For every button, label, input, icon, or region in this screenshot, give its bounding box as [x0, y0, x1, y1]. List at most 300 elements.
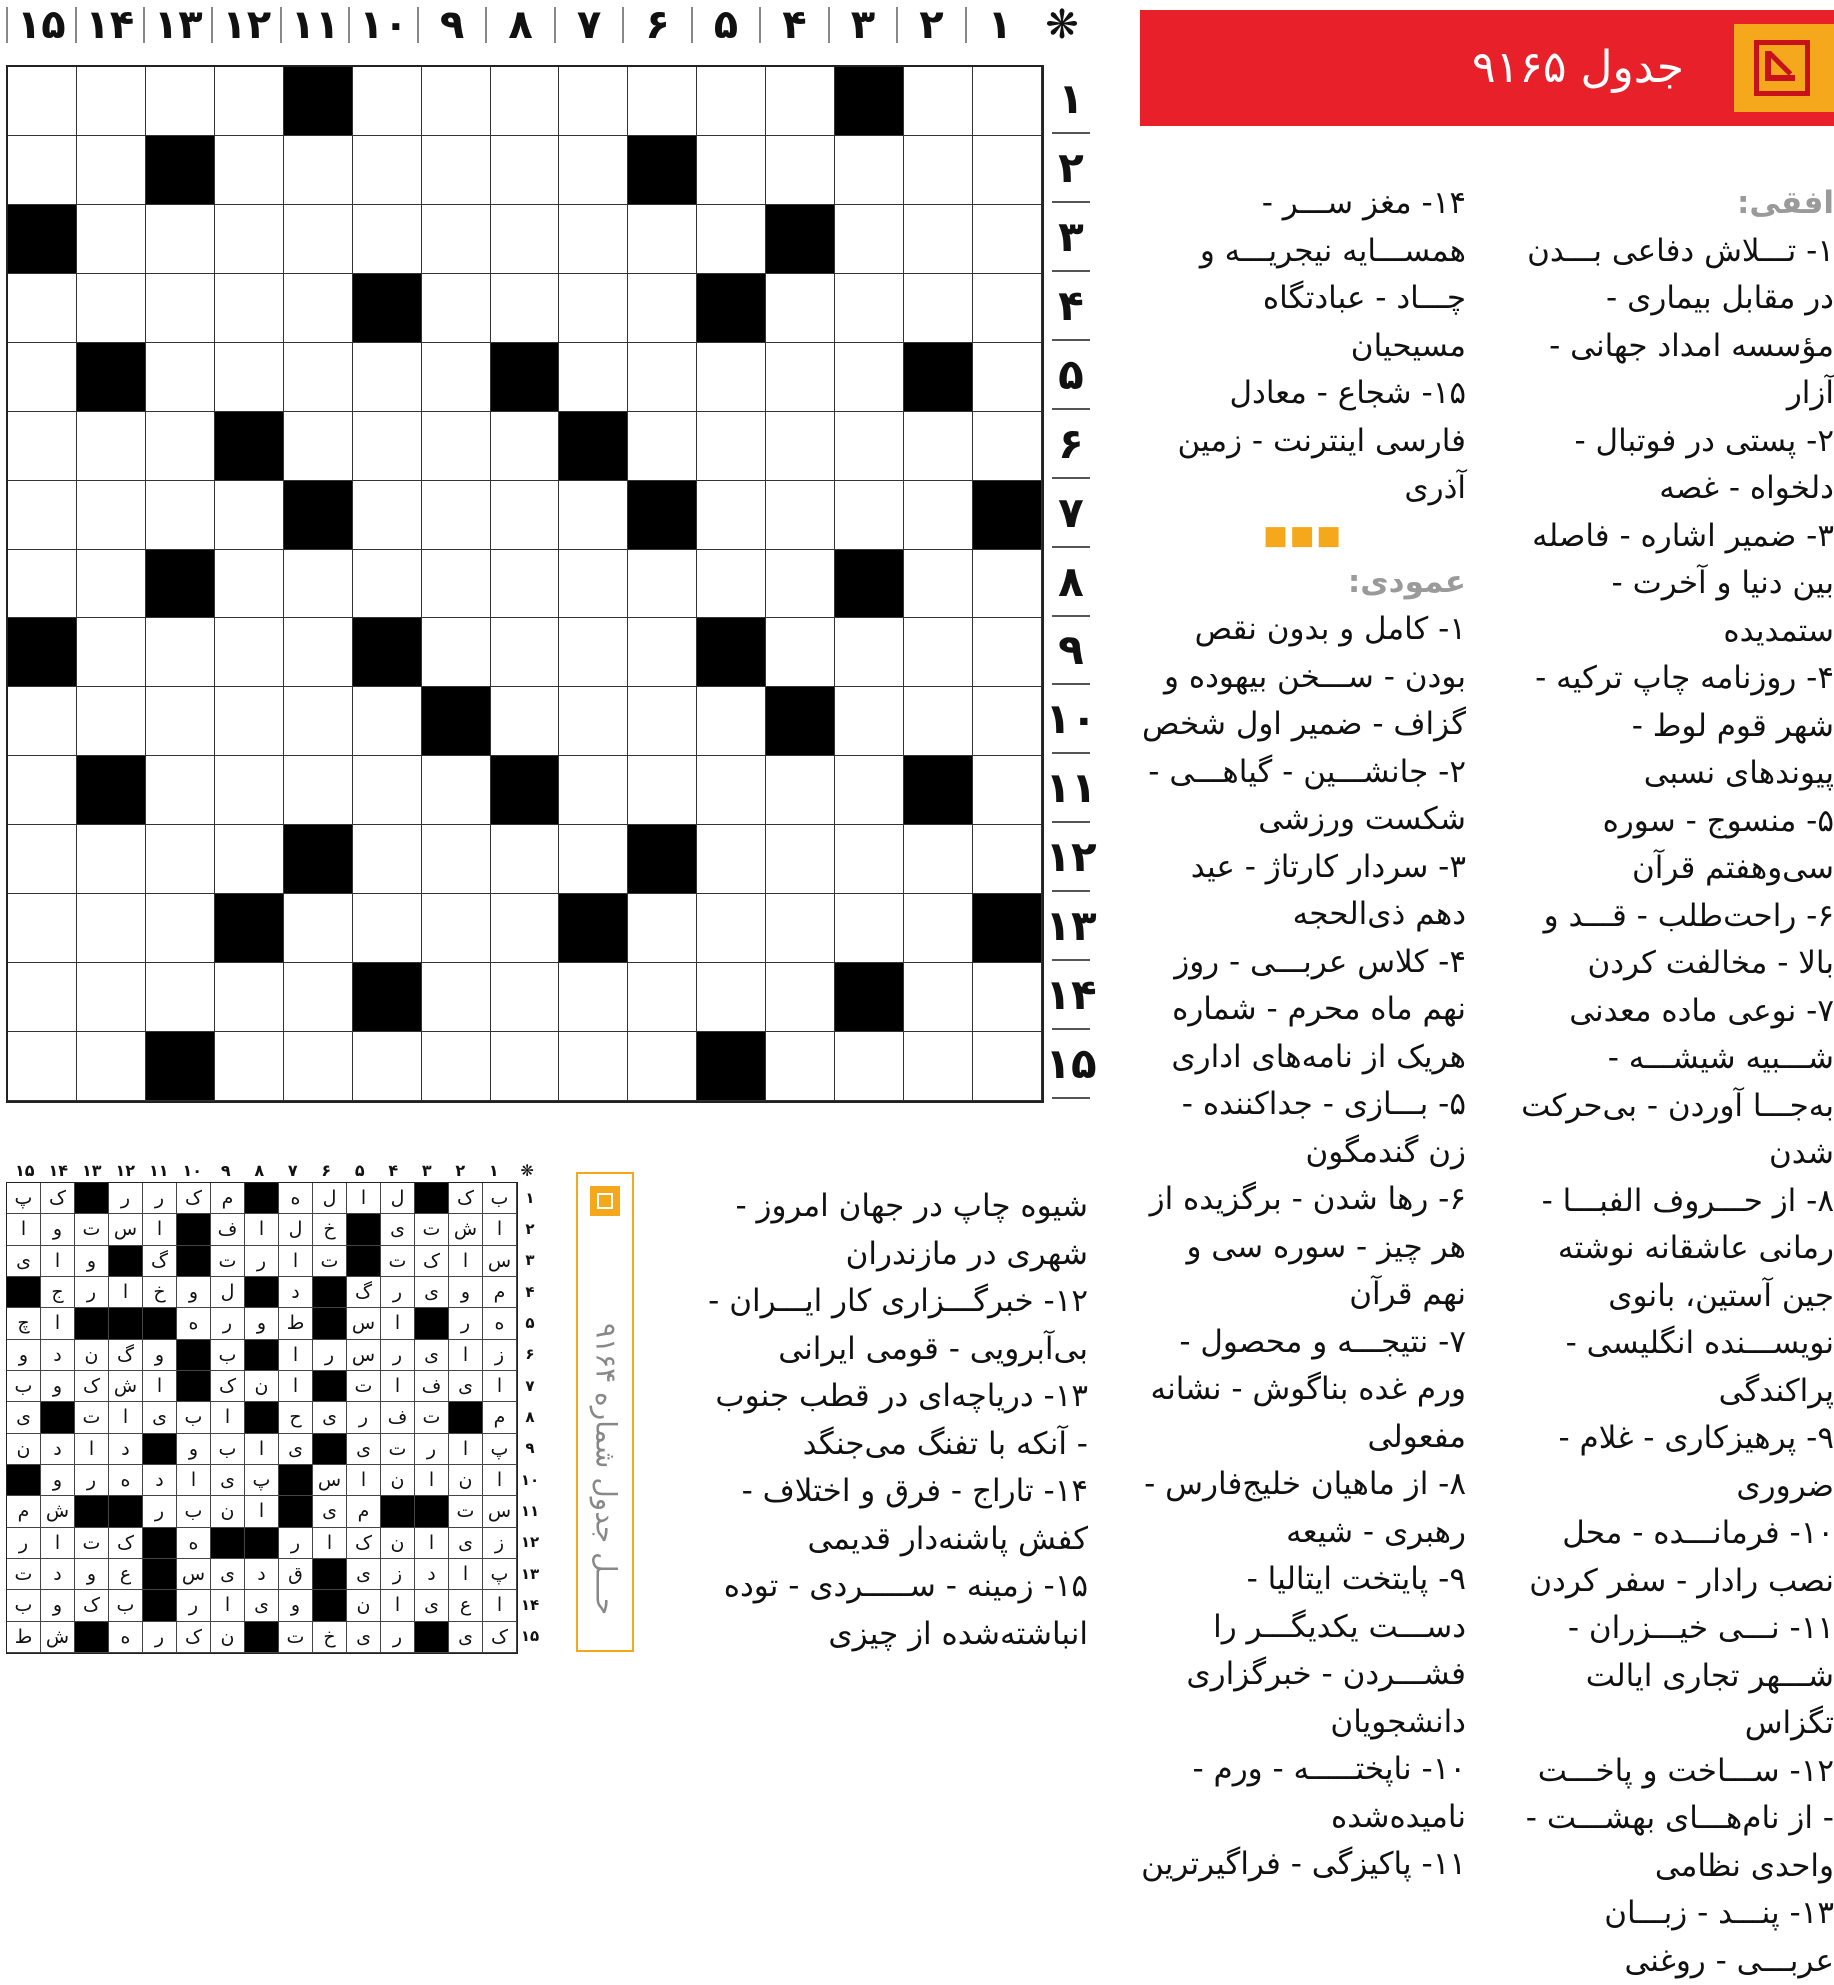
black-cell	[353, 618, 422, 687]
black-cell	[422, 687, 491, 756]
grid-cell[interactable]	[215, 1032, 284, 1101]
grid-cell[interactable]	[904, 550, 973, 619]
grid-cell[interactable]	[422, 963, 491, 1032]
grid-cell[interactable]	[146, 343, 215, 412]
solution-cell: گ	[347, 1277, 381, 1308]
grid-cell[interactable]	[77, 687, 146, 756]
grid-cell[interactable]	[697, 67, 766, 136]
grid-cell[interactable]	[628, 67, 697, 136]
solution-cell: ت	[7, 1559, 41, 1590]
grid-cell[interactable]	[904, 894, 973, 963]
solution-black-cell	[75, 1183, 109, 1214]
solution-cell: گ	[143, 1246, 177, 1277]
grid-cell[interactable]	[628, 618, 697, 687]
grid-cell[interactable]	[8, 963, 77, 1032]
grid-cell[interactable]	[8, 136, 77, 205]
grid-cell[interactable]	[353, 412, 422, 481]
grid-cell[interactable]	[353, 687, 422, 756]
grid-cell[interactable]	[766, 136, 835, 205]
solution-cell: ت	[279, 1622, 313, 1653]
grid-cell[interactable]	[491, 67, 560, 136]
grid-cell[interactable]	[491, 1032, 560, 1101]
grid-cell[interactable]	[973, 825, 1042, 894]
solution-cell: ف	[415, 1371, 449, 1402]
grid-cell[interactable]	[215, 825, 284, 894]
grid-cell[interactable]	[628, 963, 697, 1032]
solution-cell: ی	[381, 1214, 415, 1245]
solution-column-number: ۴	[388, 1161, 399, 1180]
black-cell	[766, 687, 835, 756]
grid-cell[interactable]	[77, 618, 146, 687]
grid-cell[interactable]	[146, 481, 215, 550]
solution-column-number: ۱۲	[115, 1161, 136, 1180]
black-cell	[77, 343, 146, 412]
grid-cell[interactable]	[766, 756, 835, 825]
solution-black-cell	[75, 1308, 109, 1339]
grid-cell[interactable]	[766, 550, 835, 619]
grid-cell[interactable]	[215, 274, 284, 343]
solution-cell: د	[245, 1559, 279, 1590]
grid-cell[interactable]	[628, 412, 697, 481]
grid-cell[interactable]	[422, 756, 491, 825]
grid-cell[interactable]	[904, 481, 973, 550]
solution-cell: ی	[211, 1465, 245, 1496]
grid-cell[interactable]	[904, 687, 973, 756]
grid-cell[interactable]	[766, 67, 835, 136]
grid-cell[interactable]	[766, 894, 835, 963]
grid-cell[interactable]	[628, 894, 697, 963]
solution-cell: س	[177, 1559, 211, 1590]
grid-cell[interactable]	[8, 825, 77, 894]
grid-cell[interactable]	[973, 205, 1042, 274]
grid-cell[interactable]	[904, 825, 973, 894]
solution-cell: د	[109, 1434, 143, 1465]
solution-cell: ه	[109, 1622, 143, 1653]
grid-cell[interactable]	[215, 481, 284, 550]
solution-cell: ش	[41, 1496, 75, 1527]
grid-cell[interactable]	[422, 894, 491, 963]
grid-cell[interactable]	[904, 67, 973, 136]
grid-cell[interactable]	[697, 825, 766, 894]
grid-cell[interactable]	[284, 756, 353, 825]
grid-cell[interactable]	[835, 136, 904, 205]
grid-cell[interactable]	[77, 274, 146, 343]
grid-cell[interactable]	[215, 756, 284, 825]
solution-cell: س	[483, 1246, 517, 1277]
grid-cell[interactable]	[973, 963, 1042, 1032]
grid-cell[interactable]	[559, 1032, 628, 1101]
solution-black-cell	[245, 1528, 279, 1559]
grid-cell[interactable]	[146, 412, 215, 481]
grid-cell[interactable]	[146, 618, 215, 687]
grid-cell[interactable]	[491, 274, 560, 343]
grid-cell[interactable]	[835, 412, 904, 481]
black-cell	[8, 618, 77, 687]
solution-black-cell	[381, 1496, 415, 1527]
down-clue: ۱۵- زمینه - ســـــردی - توده انباشته‌شده از چیزی	[723, 1568, 1088, 1652]
grid-cell[interactable]	[835, 618, 904, 687]
solution-cell: ا	[483, 1465, 517, 1496]
solution-cell: ک	[211, 1371, 245, 1402]
solution-cell: ن	[245, 1371, 279, 1402]
grid-cell[interactable]	[628, 205, 697, 274]
grid-cell[interactable]	[559, 618, 628, 687]
grid-cell[interactable]	[628, 756, 697, 825]
grid-cell[interactable]	[697, 205, 766, 274]
black-cell	[559, 894, 628, 963]
grid-cell[interactable]	[77, 550, 146, 619]
grid-cell[interactable]	[973, 618, 1042, 687]
solution-black-cell	[7, 1465, 41, 1496]
grid-cell[interactable]	[628, 550, 697, 619]
grid-cell[interactable]	[77, 481, 146, 550]
grid-cell[interactable]	[146, 687, 215, 756]
grid-cell[interactable]	[628, 1032, 697, 1101]
grid-cell[interactable]	[904, 618, 973, 687]
solution-cell: و	[245, 1308, 279, 1339]
solution-cell: و	[449, 1277, 483, 1308]
grid-cell[interactable]	[559, 963, 628, 1032]
grid-cell[interactable]	[835, 825, 904, 894]
black-cell	[697, 618, 766, 687]
solution-cell: ا	[279, 1371, 313, 1402]
solution-cell: ن	[211, 1496, 245, 1527]
solution-black-cell	[245, 1183, 279, 1214]
down-clue: ۶- رها شدن - برگزیده از هر چیز - سوره سی و نهم قرآن	[1149, 1181, 1466, 1312]
down-clue: ۳- سردار کارتاژ - عید دهم ذی‌الحجه	[1190, 848, 1466, 932]
grid-cell[interactable]	[215, 136, 284, 205]
solution-cell: س	[347, 1340, 381, 1371]
grid-cell[interactable]	[422, 343, 491, 412]
grid-cell[interactable]	[491, 687, 560, 756]
grid-cell[interactable]	[8, 550, 77, 619]
grid-cell[interactable]	[628, 687, 697, 756]
grid-cell[interactable]	[215, 67, 284, 136]
grid-cell[interactable]	[284, 136, 353, 205]
solution-cell: ی	[7, 1402, 41, 1433]
grid-cell[interactable]	[491, 618, 560, 687]
grid-cell[interactable]	[904, 274, 973, 343]
grid-cell[interactable]	[904, 412, 973, 481]
solution-cell: ی	[415, 1277, 449, 1308]
grid-cell[interactable]	[491, 205, 560, 274]
grid-cell[interactable]	[491, 412, 560, 481]
grid-cell[interactable]	[284, 343, 353, 412]
solution-cell: ب	[7, 1371, 41, 1402]
grid-cell[interactable]	[77, 136, 146, 205]
black-cell	[491, 343, 560, 412]
grid-cell[interactable]	[284, 618, 353, 687]
solution-row-number: ۴	[525, 1282, 535, 1301]
grid-cell[interactable]	[422, 550, 491, 619]
solution-cell: ز	[381, 1559, 415, 1590]
grid-cell[interactable]	[422, 618, 491, 687]
grid-cell[interactable]	[697, 481, 766, 550]
grid-cell[interactable]	[146, 205, 215, 274]
grid-cell[interactable]	[215, 550, 284, 619]
across-clue: ۱۰- فرمانـــده - محل نصب رادار - سفر کردن	[1529, 1515, 1834, 1599]
solution-row-number: ۱۱	[520, 1501, 540, 1520]
grid-cell[interactable]	[973, 687, 1042, 756]
grid-cell[interactable]	[766, 618, 835, 687]
solution-cell: ا	[109, 1402, 143, 1433]
black-cell	[559, 412, 628, 481]
grid-cell[interactable]	[697, 687, 766, 756]
black-cell	[904, 756, 973, 825]
grid-cell[interactable]	[284, 550, 353, 619]
solution-black-cell	[177, 1214, 211, 1245]
column-number: ۱۲	[211, 7, 279, 43]
grid-cell[interactable]	[8, 412, 77, 481]
black-cell	[697, 274, 766, 343]
grid-cell[interactable]	[766, 274, 835, 343]
grid-cell[interactable]	[491, 136, 560, 205]
middle-clues-column	[1140, 180, 1466, 1889]
grid-cell[interactable]	[8, 481, 77, 550]
solution-cell: ا	[347, 1465, 381, 1496]
solution-cell: ا	[381, 1590, 415, 1621]
grid-cell[interactable]	[835, 343, 904, 412]
grid-cell[interactable]	[835, 274, 904, 343]
grid-cell[interactable]	[353, 205, 422, 274]
grid-cell[interactable]	[215, 618, 284, 687]
grid-cell[interactable]	[215, 205, 284, 274]
grid-cell[interactable]	[77, 205, 146, 274]
solution-column-number: ۲	[455, 1161, 466, 1180]
solution-cell: ا	[211, 1402, 245, 1433]
solution-cell: ل	[381, 1183, 415, 1214]
grid-cell[interactable]	[697, 550, 766, 619]
solution-cell: ی	[313, 1496, 347, 1527]
grid-cell[interactable]	[146, 825, 215, 894]
grid-cell[interactable]	[559, 136, 628, 205]
solution-cell: س	[347, 1308, 381, 1339]
grid-cell[interactable]	[422, 136, 491, 205]
grid-cell[interactable]	[697, 136, 766, 205]
grid-cell[interactable]	[8, 274, 77, 343]
grid-cell[interactable]	[353, 1032, 422, 1101]
grid-cell[interactable]	[422, 412, 491, 481]
solution-cell: ف	[211, 1214, 245, 1245]
grid-cell[interactable]	[559, 756, 628, 825]
across-clue: ۴- روزنامه چاپ ترکیه - شهر قوم لوط - پیوندهای نسبی	[1535, 660, 1834, 791]
solution-cell: خ	[313, 1214, 347, 1245]
solution-cell: ب	[483, 1183, 517, 1214]
grid-cell[interactable]	[559, 687, 628, 756]
solution-cell: ا	[143, 1371, 177, 1402]
grid-cell[interactable]	[8, 67, 77, 136]
grid-cell[interactable]	[628, 343, 697, 412]
solution-column-number: ۹	[220, 1161, 231, 1180]
grid-cell[interactable]	[146, 963, 215, 1032]
grid-cell[interactable]	[215, 687, 284, 756]
grid-cell[interactable]	[628, 274, 697, 343]
grid-cell[interactable]	[904, 205, 973, 274]
grid-cell[interactable]	[353, 756, 422, 825]
grid-cell[interactable]	[284, 412, 353, 481]
solution-cell: ی	[347, 1434, 381, 1465]
down-heading: عمودی:	[1347, 563, 1466, 600]
grid-cell[interactable]	[353, 894, 422, 963]
grid-cell[interactable]	[77, 894, 146, 963]
grid-cell[interactable]	[353, 136, 422, 205]
grid-cell[interactable]	[766, 963, 835, 1032]
solution-cell: ل	[279, 1214, 313, 1245]
grid-cell[interactable]	[973, 274, 1042, 343]
grid-cell[interactable]	[697, 343, 766, 412]
solution-cell: ا	[279, 1340, 313, 1371]
grid-cell[interactable]	[559, 205, 628, 274]
solution-cell: م	[211, 1183, 245, 1214]
grid-cell[interactable]	[697, 963, 766, 1032]
grid-cell[interactable]	[559, 274, 628, 343]
grid-cell[interactable]	[215, 343, 284, 412]
solution-cell: و	[279, 1590, 313, 1621]
grid-cell[interactable]	[491, 894, 560, 963]
grid-cell[interactable]	[422, 205, 491, 274]
grid-cell[interactable]	[422, 481, 491, 550]
row-number: ۱۰	[1052, 685, 1090, 754]
solution-cell: ا	[245, 1434, 279, 1465]
grid-cell[interactable]	[766, 481, 835, 550]
across-clue: ۱۴- مغز ســـر - همســـایه نیجریـــه و چـــاد - عبادتگاه مسیحیان	[1199, 185, 1466, 364]
grid-cell[interactable]	[8, 343, 77, 412]
grid-cell[interactable]	[904, 1032, 973, 1101]
grid-cell[interactable]	[973, 550, 1042, 619]
row-number: ۱۵	[1052, 1030, 1090, 1099]
grid-cell[interactable]	[835, 894, 904, 963]
grid-cell[interactable]	[422, 274, 491, 343]
column-number: ۲	[896, 7, 964, 43]
grid-cell[interactable]	[766, 412, 835, 481]
grid-cell[interactable]	[973, 136, 1042, 205]
grid-cell[interactable]	[8, 894, 77, 963]
grid-cell[interactable]	[284, 687, 353, 756]
grid-cell[interactable]	[559, 825, 628, 894]
solution-cell: ر	[177, 1590, 211, 1621]
grid-cell[interactable]	[973, 756, 1042, 825]
grid-cell[interactable]	[353, 67, 422, 136]
grid-cell[interactable]	[146, 756, 215, 825]
solution-cell: ا	[245, 1214, 279, 1245]
down-clue: ۱۳- دریاچه‌ای در قطب جنوب - آنکه با تفنگ می‌جنگد	[715, 1378, 1088, 1462]
grid-cell[interactable]	[697, 894, 766, 963]
down-clue: ۴- کلاس عربـــی - روز نهم ماه محرم - شماره هریک از نامه‌های اداری	[1171, 943, 1466, 1075]
solution-cell: ت	[381, 1434, 415, 1465]
solution-cell: ه	[177, 1528, 211, 1559]
grid-cell[interactable]	[77, 412, 146, 481]
column-number: ۹	[417, 7, 485, 43]
grid-cell[interactable]	[491, 481, 560, 550]
grid-cell[interactable]	[284, 1032, 353, 1101]
grid-cell[interactable]	[559, 343, 628, 412]
grid-cell[interactable]	[973, 67, 1042, 136]
solution-cell: ا	[483, 1590, 517, 1621]
solution-cell: ب	[211, 1434, 245, 1465]
grid-cell[interactable]	[146, 274, 215, 343]
grid-cell[interactable]	[973, 343, 1042, 412]
grid-cell[interactable]	[77, 1032, 146, 1101]
grid-cell[interactable]	[422, 1032, 491, 1101]
grid-cell[interactable]	[491, 825, 560, 894]
solution-cell: ط	[7, 1622, 41, 1653]
grid-cell[interactable]	[284, 274, 353, 343]
grid-cell[interactable]	[766, 1032, 835, 1101]
solution-black-cell	[143, 1528, 177, 1559]
solution-black-cell	[313, 1371, 347, 1402]
grid-cell[interactable]	[8, 687, 77, 756]
solution-cell: و	[41, 1214, 75, 1245]
grid-cell[interactable]	[559, 67, 628, 136]
grid-cell[interactable]	[284, 894, 353, 963]
grid-cell[interactable]	[77, 67, 146, 136]
crossword-grid[interactable]	[6, 65, 1044, 1103]
grid-cell[interactable]	[491, 963, 560, 1032]
solution-black-cell	[177, 1246, 211, 1277]
solution-black-cell	[109, 1308, 143, 1339]
row-number: ۱۳	[1052, 892, 1090, 961]
solution-cell: ک	[109, 1528, 143, 1559]
grid-cell[interactable]	[835, 756, 904, 825]
solution-black-cell	[313, 1559, 347, 1590]
grid-cell[interactable]	[146, 894, 215, 963]
grid-cell[interactable]	[904, 963, 973, 1032]
grid-cell[interactable]	[422, 67, 491, 136]
grid-cell[interactable]	[215, 963, 284, 1032]
grid-cell[interactable]	[284, 205, 353, 274]
grid-cell[interactable]	[766, 825, 835, 894]
grid-cell[interactable]	[353, 481, 422, 550]
grid-cell[interactable]	[491, 550, 560, 619]
grid-cell[interactable]	[284, 963, 353, 1032]
grid-cell[interactable]	[559, 550, 628, 619]
row-number: ۴	[1052, 272, 1090, 341]
grid-cell[interactable]	[835, 205, 904, 274]
grid-cell[interactable]	[8, 1032, 77, 1101]
grid-cell[interactable]	[353, 825, 422, 894]
solution-cell: ا	[449, 1434, 483, 1465]
solution-cell: پ	[7, 1183, 41, 1214]
solution-row-number: ۱۴	[520, 1595, 540, 1614]
grid-cell[interactable]	[766, 343, 835, 412]
grid-cell[interactable]	[835, 687, 904, 756]
grid-cell[interactable]	[835, 481, 904, 550]
grid-cell[interactable]	[559, 481, 628, 550]
solution-cell: م	[483, 1402, 517, 1433]
grid-cell[interactable]	[353, 343, 422, 412]
black-cell	[766, 205, 835, 274]
black-cell	[835, 67, 904, 136]
black-cell	[284, 825, 353, 894]
solution-cell: ب	[177, 1402, 211, 1433]
grid-cell[interactable]	[146, 67, 215, 136]
grid-cell[interactable]	[77, 963, 146, 1032]
grid-cell[interactable]	[973, 1032, 1042, 1101]
grid-cell[interactable]	[697, 756, 766, 825]
grid-cell[interactable]	[77, 825, 146, 894]
grid-cell[interactable]	[904, 136, 973, 205]
grid-cell[interactable]	[353, 550, 422, 619]
grid-cell[interactable]	[835, 1032, 904, 1101]
solution-cell: ت	[381, 1246, 415, 1277]
solution-cell: و	[75, 1559, 109, 1590]
grid-cell[interactable]	[8, 756, 77, 825]
grid-cell[interactable]	[422, 825, 491, 894]
solution-cell: ا	[415, 1465, 449, 1496]
grid-cell[interactable]	[973, 412, 1042, 481]
solution-cell: د	[41, 1340, 75, 1371]
grid-cell[interactable]	[697, 412, 766, 481]
